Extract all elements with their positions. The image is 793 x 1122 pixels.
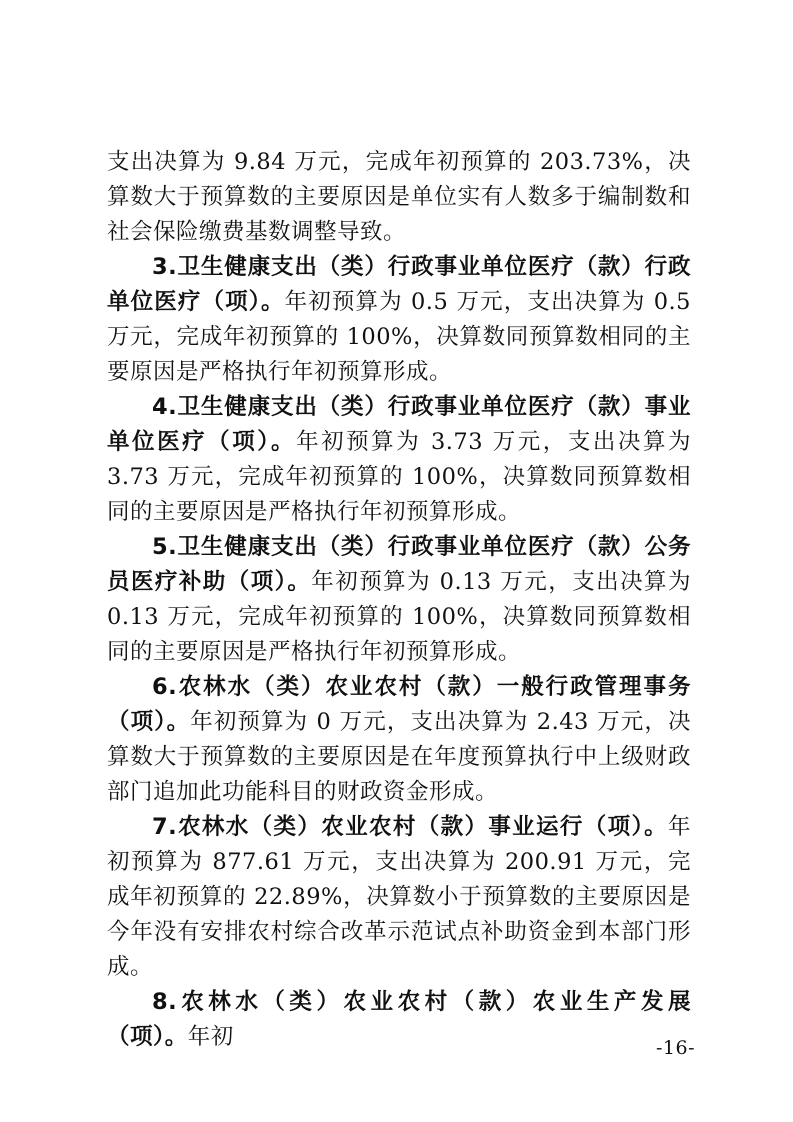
paragraph-text: 年初预算为 3.73 万元，支出决算为 3.73 万元，完成年初预算的 100%，决算数同预算数相同的主要原因是严格执行年初预算形成。 — [107, 429, 691, 525]
body-text — [107, 145, 691, 1055]
paragraph-continuation — [107, 145, 691, 250]
paragraph-text: 年初预算为 0.5 万元，支出决算为 0.5 万元，完成年初预算的 100%，决算数同预算数相同的主要原因是严格执行年初预算形成。 — [107, 289, 691, 385]
item-heading: 3.卫生健康支出（类）行政事业单位医疗（款）行政单位医疗（项）。 — [107, 254, 691, 315]
item-heading: 8.农林水（类）农业农村（款）农业生产发展（项）。 — [107, 989, 691, 1050]
paragraph-item-5 — [107, 530, 691, 670]
paragraph-text: 年初预算为 0.13 万元，支出决算为 0.13 万元，完成年初预算的 100%，决算数同预算数相同的主要原因是严格执行年初预算形成。 — [107, 569, 691, 665]
item-heading: 5.卫生健康支出（类）行政事业单位医疗（款）公务员医疗补助（项）。 — [107, 534, 691, 595]
paragraph-text: 年初预算为 877.61 万元，支出决算为 200.91 万元，完成年初预算的 22.89%，决算数小于预算数的主要原因是今年没有安排农村综合改革示范试点补助资金到本部门形成。 — [107, 814, 691, 980]
paragraph-text: 年初 — [187, 1024, 234, 1050]
page-number: -16- — [655, 1037, 695, 1059]
item-heading: 7.农林水（类）农业农村（款）事业运行（项）。 — [152, 814, 668, 840]
paragraph-text: 支出决算为 9.84 万元，完成年初预算的 203.73%，决算数大于预算数的主要原因是单位实有人数多于编制数和社会保险缴费基数调整导致。 — [107, 149, 691, 245]
paragraph-item-4 — [107, 390, 691, 530]
paragraph-item-6 — [107, 670, 691, 810]
paragraph-text: 年初预算为 0 万元，支出决算为 2.43 万元，决算数大于预算数的主要原因是在年度预算执行中上级财政部门追加此功能科目的财政资金形成。 — [107, 709, 691, 805]
item-heading: 6.农林水（类）农业农村（款）一般行政管理事务（项）。 — [107, 674, 691, 735]
paragraph-item-7 — [107, 810, 691, 985]
paragraph-item-3 — [107, 250, 691, 390]
item-heading: 4.卫生健康支出（类）行政事业单位医疗（款）事业单位医疗（项）。 — [107, 394, 691, 455]
paragraph-item-8 — [107, 985, 691, 1055]
